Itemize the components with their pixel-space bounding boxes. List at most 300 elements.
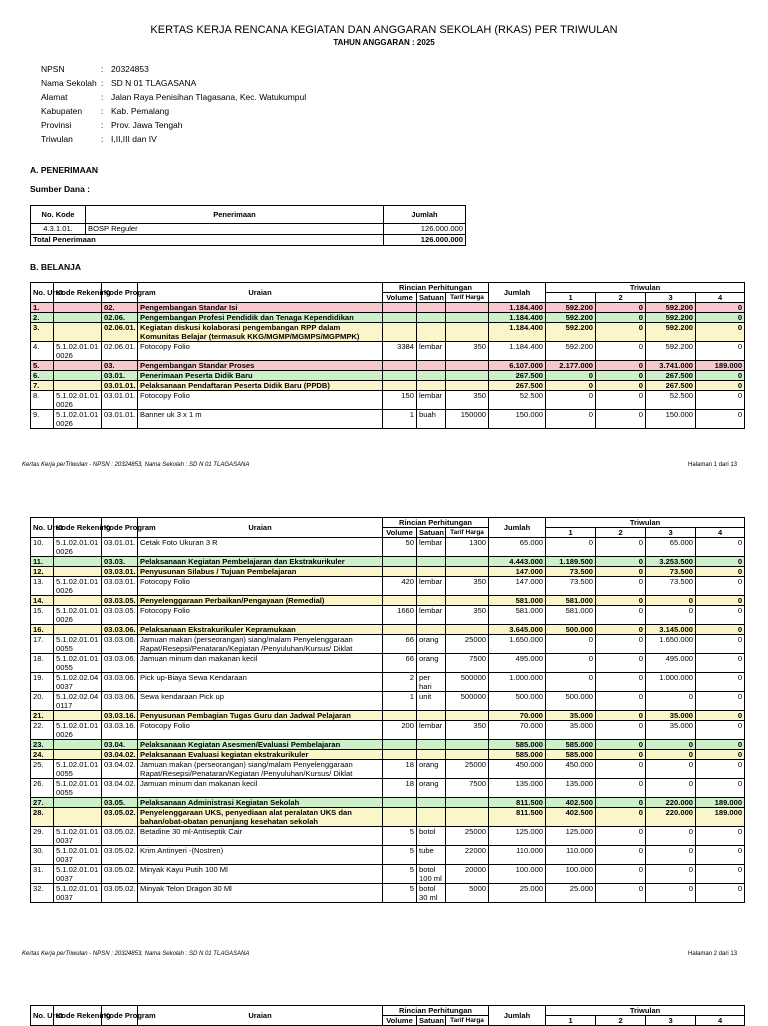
row-triwulan-3: 3.253.500 bbox=[646, 557, 696, 567]
row-jumlah: 125.000 bbox=[489, 827, 546, 846]
row-jumlah: 585.000 bbox=[489, 740, 546, 750]
row-kode-rekening: 5.1.02.01.01 0055 bbox=[54, 654, 102, 673]
row-triwulan-2: 0 bbox=[596, 538, 646, 557]
row-kode-rekening bbox=[54, 740, 102, 750]
row-triwulan-4: 0 bbox=[696, 827, 745, 846]
row-kode-program: 03.04.02. bbox=[102, 750, 138, 760]
row-kode-program: 02.06.01. bbox=[102, 323, 138, 342]
belanja-row bbox=[31, 635, 745, 654]
row-triwulan-3: 0 bbox=[646, 779, 696, 798]
row-no: 9. bbox=[31, 410, 54, 429]
row-satuan: orang bbox=[417, 654, 446, 673]
row-triwulan-2: 0 bbox=[596, 577, 646, 596]
row-triwulan-4: 0 bbox=[696, 654, 745, 673]
row-no: 11. bbox=[31, 557, 54, 567]
row-kode-program: 03.03. bbox=[102, 557, 138, 567]
row-triwulan-3: 0 bbox=[646, 760, 696, 779]
row-triwulan-3: 0 bbox=[646, 884, 696, 903]
row-triwulan-3: 35.000 bbox=[646, 711, 696, 721]
row-triwulan-4: 189.000 bbox=[696, 798, 745, 808]
row-triwulan-2: 0 bbox=[596, 410, 646, 429]
belanja-row bbox=[31, 567, 745, 577]
row-volume bbox=[383, 625, 417, 635]
row-triwulan-4: 0 bbox=[696, 371, 745, 381]
row-no: 2. bbox=[31, 313, 54, 323]
row-no: 28. bbox=[31, 808, 54, 827]
row-triwulan-4: 0 bbox=[696, 391, 745, 410]
row-no: 14. bbox=[31, 596, 54, 606]
row-jumlah: 150.000 bbox=[489, 410, 546, 429]
row-kode-rekening bbox=[54, 808, 102, 827]
row-triwulan-1: 110.000 bbox=[546, 846, 596, 865]
belanja-row bbox=[31, 410, 745, 429]
row-volume: 1660 bbox=[383, 606, 417, 625]
row-tarif: 25000 bbox=[446, 635, 489, 654]
penerimaan-total-row bbox=[31, 235, 466, 246]
row-no: 3. bbox=[31, 323, 54, 342]
row-triwulan-3: 1.000.000 bbox=[646, 673, 696, 692]
row-satuan bbox=[417, 798, 446, 808]
belanja-row bbox=[31, 673, 745, 692]
row-triwulan-4: 0 bbox=[696, 342, 745, 361]
row-kode-rekening: 5.1.02.01.01 0037 bbox=[54, 827, 102, 846]
penerimaan-row bbox=[31, 224, 466, 235]
col-tarif-harga: Tarif Harga bbox=[446, 1016, 489, 1026]
row-triwulan-2: 0 bbox=[596, 625, 646, 635]
row-jumlah: 52.500 bbox=[489, 391, 546, 410]
info-separator: : bbox=[101, 92, 104, 102]
row-triwulan-2: 0 bbox=[596, 673, 646, 692]
row-kode-program: 03.01.01. bbox=[102, 391, 138, 410]
row-kode-program: 03.05.02. bbox=[102, 865, 138, 884]
row-satuan: lembar bbox=[417, 391, 446, 410]
row-triwulan-1: 500.000 bbox=[546, 625, 596, 635]
belanja-row bbox=[31, 846, 745, 865]
row-no: 4. bbox=[31, 342, 54, 361]
row-triwulan-4: 0 bbox=[696, 692, 745, 711]
info-label: Provinsi bbox=[41, 120, 72, 130]
row-triwulan-3: 52.500 bbox=[646, 391, 696, 410]
row-triwulan-4: 0 bbox=[696, 779, 745, 798]
row-no: 31. bbox=[31, 865, 54, 884]
row-triwulan-4: 0 bbox=[696, 846, 745, 865]
row-volume bbox=[383, 371, 417, 381]
row-tarif: 150000 bbox=[446, 410, 489, 429]
row-triwulan-2: 0 bbox=[596, 596, 646, 606]
row-volume bbox=[383, 303, 417, 313]
row-triwulan-1: 73.500 bbox=[546, 577, 596, 596]
row-jumlah: 581.000 bbox=[489, 596, 546, 606]
row-tarif: 20000 bbox=[446, 865, 489, 884]
row-triwulan-2: 0 bbox=[596, 323, 646, 342]
row-kode-rekening bbox=[54, 567, 102, 577]
row-volume: 1 bbox=[383, 692, 417, 711]
col-uraian: Uraian bbox=[138, 1006, 383, 1026]
row-kode-rekening: 5.1.02.01.01 0055 bbox=[54, 779, 102, 798]
row-uraian: Pelaksanaan Administrasi Kegiatan Sekolah bbox=[138, 798, 383, 808]
row-satuan bbox=[417, 557, 446, 567]
row-no: 15. bbox=[31, 606, 54, 625]
col-triwulan-4: 4 bbox=[696, 1016, 745, 1026]
row-kode-rekening bbox=[54, 750, 102, 760]
row-uraian: Banner uk 3 x 1 m bbox=[138, 410, 383, 429]
row-triwulan-1: 1.189.500 bbox=[546, 557, 596, 567]
row-satuan bbox=[417, 371, 446, 381]
row-tarif: 350 bbox=[446, 391, 489, 410]
col-rincian-perhitungan: Rincian Perhitungan bbox=[383, 283, 489, 293]
row-jumlah: 110.000 bbox=[489, 846, 546, 865]
info-value: Kab. Pemalang bbox=[111, 106, 170, 116]
col-kode-program: Kode Program bbox=[102, 283, 138, 303]
row-kode-program: 03.03.05. bbox=[102, 606, 138, 625]
row-no: 32. bbox=[31, 884, 54, 903]
row-volume: 66 bbox=[383, 654, 417, 673]
row-triwulan-2: 0 bbox=[596, 750, 646, 760]
col-triwulan: Triwulan bbox=[546, 283, 745, 293]
row-volume: 18 bbox=[383, 760, 417, 779]
row-triwulan-1: 0 bbox=[546, 673, 596, 692]
info-row bbox=[41, 120, 461, 134]
row-triwulan-3: 267.500 bbox=[646, 381, 696, 391]
belanja-row bbox=[31, 884, 745, 903]
col-no-urut: No. Urut bbox=[31, 518, 54, 538]
col-kode-program: Kode Program bbox=[102, 518, 138, 538]
info-label: Alamat bbox=[41, 92, 68, 102]
row-satuan: botol 100 ml bbox=[417, 865, 446, 884]
row-uraian: Penyusunan Pembagian Tugas Guru dan Jadwal Pelajaran bbox=[138, 711, 383, 721]
row-triwulan-2: 0 bbox=[596, 827, 646, 846]
row-triwulan-4: 0 bbox=[696, 577, 745, 596]
school-info bbox=[41, 64, 461, 148]
row-tarif bbox=[446, 361, 489, 371]
col-triwulan-3: 3 bbox=[646, 293, 696, 303]
col-no-urut: No. Urut bbox=[31, 1006, 54, 1026]
row-uraian: Pelaksanaan Kegiatan Asesmen/Evaluasi Pembelajaran bbox=[138, 740, 383, 750]
row-triwulan-3: 0 bbox=[646, 596, 696, 606]
col-triwulan-3: 3 bbox=[646, 528, 696, 538]
row-kode-program: 03.04.02. bbox=[102, 779, 138, 798]
penerimaan-kode: 4.3.1.01. bbox=[31, 224, 86, 235]
row-triwulan-1: 0 bbox=[546, 371, 596, 381]
row-satuan bbox=[417, 711, 446, 721]
row-satuan bbox=[417, 361, 446, 371]
row-no: 20. bbox=[31, 692, 54, 711]
row-no: 21. bbox=[31, 711, 54, 721]
row-triwulan-1: 402.500 bbox=[546, 798, 596, 808]
row-kode-program: 03.05. bbox=[102, 798, 138, 808]
row-tarif bbox=[446, 371, 489, 381]
row-triwulan-4: 0 bbox=[696, 410, 745, 429]
row-triwulan-2: 0 bbox=[596, 391, 646, 410]
row-triwulan-3: 0 bbox=[646, 846, 696, 865]
penerimaan-total-label: Total Penerimaan bbox=[31, 235, 384, 246]
row-triwulan-4: 0 bbox=[696, 538, 745, 557]
row-triwulan-3: 220.000 bbox=[646, 798, 696, 808]
row-triwulan-3: 0 bbox=[646, 692, 696, 711]
row-triwulan-4: 0 bbox=[696, 596, 745, 606]
penerimaan-name: BOSP Reguler bbox=[86, 224, 384, 235]
belanja-row bbox=[31, 391, 745, 410]
row-uraian: Jamuan minum dan makanan kecil bbox=[138, 654, 383, 673]
info-separator: : bbox=[101, 134, 104, 144]
row-volume bbox=[383, 361, 417, 371]
row-uraian: Penyelenggaraan Perbaikan/Pengayaan (Remedial) bbox=[138, 596, 383, 606]
row-kode-program: 03.05.02. bbox=[102, 846, 138, 865]
row-kode-rekening: 5.1.02.01.01 0026 bbox=[54, 721, 102, 740]
row-jumlah: 6.107.000 bbox=[489, 361, 546, 371]
row-triwulan-4: 0 bbox=[696, 673, 745, 692]
row-triwulan-1: 585.000 bbox=[546, 740, 596, 750]
row-satuan: lembar bbox=[417, 538, 446, 557]
row-volume bbox=[383, 596, 417, 606]
row-tarif bbox=[446, 557, 489, 567]
row-jumlah: 135.000 bbox=[489, 779, 546, 798]
row-no: 22. bbox=[31, 721, 54, 740]
info-row bbox=[41, 106, 461, 120]
row-tarif: 350 bbox=[446, 721, 489, 740]
info-label: Nama Sekolah bbox=[41, 78, 97, 88]
row-satuan: lembar bbox=[417, 606, 446, 625]
row-jumlah: 450.000 bbox=[489, 760, 546, 779]
row-kode-program: 03.03.06. bbox=[102, 635, 138, 654]
row-tarif: 1300 bbox=[446, 538, 489, 557]
row-triwulan-4: 0 bbox=[696, 323, 745, 342]
row-triwulan-2: 0 bbox=[596, 711, 646, 721]
info-value: Jalan Raya Penisihan Tlagasana, Kec. Watukumpul bbox=[111, 92, 307, 102]
belanja-row bbox=[31, 538, 745, 557]
col-triwulan-3: 3 bbox=[646, 1016, 696, 1026]
row-volume bbox=[383, 381, 417, 391]
belanja-header-row-1 bbox=[31, 1006, 745, 1016]
col-kode-rekening: Kode Rekening bbox=[54, 518, 102, 538]
row-jumlah: 811.500 bbox=[489, 798, 546, 808]
row-triwulan-1: 592.200 bbox=[546, 303, 596, 313]
row-triwulan-2: 0 bbox=[596, 606, 646, 625]
row-triwulan-3: 65.000 bbox=[646, 538, 696, 557]
row-kode-program: 03.05.02. bbox=[102, 808, 138, 827]
row-uraian: Sewa kendaraan Pick up bbox=[138, 692, 383, 711]
row-no: 26. bbox=[31, 779, 54, 798]
col-tarif-harga: Tarif Harga bbox=[446, 293, 489, 303]
info-separator: : bbox=[101, 106, 104, 116]
col-kode-program: Kode Program bbox=[102, 1006, 138, 1026]
row-satuan: botol bbox=[417, 827, 446, 846]
row-jumlah: 1.184.400 bbox=[489, 342, 546, 361]
row-triwulan-1: 450.000 bbox=[546, 760, 596, 779]
row-kode-rekening bbox=[54, 303, 102, 313]
belanja-row bbox=[31, 711, 745, 721]
row-tarif bbox=[446, 750, 489, 760]
row-triwulan-2: 0 bbox=[596, 342, 646, 361]
col-uraian: Uraian bbox=[138, 518, 383, 538]
info-value: Prov. Jawa Tengah bbox=[111, 120, 183, 130]
row-volume: 1 bbox=[383, 410, 417, 429]
row-jumlah: 585.000 bbox=[489, 750, 546, 760]
belanja-row bbox=[31, 779, 745, 798]
row-triwulan-3: 0 bbox=[646, 740, 696, 750]
info-separator: : bbox=[101, 120, 104, 130]
info-row bbox=[41, 64, 461, 78]
row-volume bbox=[383, 557, 417, 567]
row-triwulan-1: 581.000 bbox=[546, 596, 596, 606]
row-jumlah: 25.000 bbox=[489, 884, 546, 903]
row-satuan: orang bbox=[417, 760, 446, 779]
row-no: 12. bbox=[31, 567, 54, 577]
row-satuan bbox=[417, 740, 446, 750]
row-triwulan-4: 0 bbox=[696, 625, 745, 635]
row-no: 16. bbox=[31, 625, 54, 635]
row-uraian: Fotocopy Folio bbox=[138, 342, 383, 361]
row-tarif bbox=[446, 381, 489, 391]
section-belanja-title: B. BELANJA bbox=[30, 262, 82, 272]
row-volume: 5 bbox=[383, 865, 417, 884]
row-tarif bbox=[446, 740, 489, 750]
row-tarif bbox=[446, 303, 489, 313]
row-uraian: Jamuan makan (perseorangan) siang/malam Penyelenggaraan Rapat/Resepsi/Penataran/Kegiatan /Penyuluhan/Kursus/ Diklat bbox=[138, 760, 383, 779]
row-uraian: Fotocopy Folio bbox=[138, 577, 383, 596]
row-triwulan-3: 73.500 bbox=[646, 577, 696, 596]
row-uraian: Betadine 30 ml-Antiseptik Cair bbox=[138, 827, 383, 846]
col-triwulan-2: 2 bbox=[596, 293, 646, 303]
col-triwulan-4: 4 bbox=[696, 293, 745, 303]
row-triwulan-1: 2.177.000 bbox=[546, 361, 596, 371]
row-uraian: Fotocopy Folio bbox=[138, 606, 383, 625]
row-jumlah: 267.500 bbox=[489, 371, 546, 381]
row-jumlah: 147.000 bbox=[489, 567, 546, 577]
row-kode-rekening: 5.1.02.01.01 0026 bbox=[54, 410, 102, 429]
row-triwulan-2: 0 bbox=[596, 884, 646, 903]
row-volume: 66 bbox=[383, 635, 417, 654]
info-separator: : bbox=[101, 78, 104, 88]
section-penerimaan-title: A. PENERIMAAN bbox=[30, 165, 99, 175]
belanja-row bbox=[31, 760, 745, 779]
row-triwulan-1: 402.500 bbox=[546, 808, 596, 827]
col-volume: Volume bbox=[383, 528, 417, 538]
row-kode-program: 03.03.16. bbox=[102, 711, 138, 721]
row-kode-rekening: 5.1.02.01.01 0037 bbox=[54, 846, 102, 865]
info-row bbox=[41, 134, 461, 148]
info-row bbox=[41, 92, 461, 106]
row-tarif bbox=[446, 808, 489, 827]
belanja-row bbox=[31, 371, 745, 381]
col-satuan: Satuan bbox=[417, 528, 446, 538]
row-triwulan-1: 0 bbox=[546, 654, 596, 673]
info-label: Kabupaten bbox=[41, 106, 83, 116]
row-triwulan-3: 495.000 bbox=[646, 654, 696, 673]
row-kode-rekening bbox=[54, 557, 102, 567]
row-satuan: buah bbox=[417, 410, 446, 429]
row-triwulan-4: 0 bbox=[696, 760, 745, 779]
row-satuan: per hari bbox=[417, 673, 446, 692]
row-kode-program: 03.01.01. bbox=[102, 381, 138, 391]
row-tarif: 350 bbox=[446, 606, 489, 625]
belanja-row bbox=[31, 865, 745, 884]
row-triwulan-2: 0 bbox=[596, 567, 646, 577]
row-volume: 2 bbox=[383, 673, 417, 692]
row-kode-program: 03.03.05. bbox=[102, 596, 138, 606]
row-volume bbox=[383, 750, 417, 760]
row-uraian: Kegiatan diskusi kolaborasi pengembangan RPP dalam Komunitas Belajar (termasuk KKG/MGMP/MGMPS/MGPMPK) bbox=[138, 323, 383, 342]
row-triwulan-1: 125.000 bbox=[546, 827, 596, 846]
row-triwulan-3: 0 bbox=[646, 865, 696, 884]
row-triwulan-2: 0 bbox=[596, 381, 646, 391]
col-no-kode: No. Kode bbox=[31, 206, 86, 224]
belanja-row bbox=[31, 342, 745, 361]
row-satuan: tube bbox=[417, 846, 446, 865]
belanja-row bbox=[31, 323, 745, 342]
row-tarif: 25000 bbox=[446, 827, 489, 846]
row-triwulan-1: 592.200 bbox=[546, 313, 596, 323]
info-value: I,II,III dan IV bbox=[111, 134, 157, 144]
row-triwulan-2: 0 bbox=[596, 721, 646, 740]
row-satuan bbox=[417, 303, 446, 313]
row-triwulan-4: 189.000 bbox=[696, 361, 745, 371]
row-kode-rekening bbox=[54, 381, 102, 391]
row-kode-rekening bbox=[54, 798, 102, 808]
row-kode-program: 02.06.01. bbox=[102, 342, 138, 361]
row-volume bbox=[383, 313, 417, 323]
row-satuan: unit bbox=[417, 692, 446, 711]
row-jumlah: 3.645.000 bbox=[489, 625, 546, 635]
row-satuan: lembar bbox=[417, 577, 446, 596]
row-triwulan-3: 592.200 bbox=[646, 313, 696, 323]
row-volume bbox=[383, 798, 417, 808]
row-triwulan-2: 0 bbox=[596, 808, 646, 827]
row-triwulan-4: 0 bbox=[696, 884, 745, 903]
belanja-row bbox=[31, 557, 745, 567]
row-kode-program: 03.03.01. bbox=[102, 567, 138, 577]
row-no: 23. bbox=[31, 740, 54, 750]
row-uraian: Pick up-Biaya Sewa Kendaraan bbox=[138, 673, 383, 692]
row-triwulan-2: 0 bbox=[596, 865, 646, 884]
footer-text-page-1: Kertas Kerja perTriwulan - NPSN : 20324853, Nama Sekolah : SD N 01 TLAGASANA bbox=[22, 462, 250, 468]
row-tarif bbox=[446, 711, 489, 721]
penerimaan-total-value: 126.000.000 bbox=[384, 235, 466, 246]
penerimaan-table bbox=[30, 205, 466, 246]
row-triwulan-2: 0 bbox=[596, 654, 646, 673]
row-no: 1. bbox=[31, 303, 54, 313]
penerimaan-jumlah: 126.000.000 bbox=[384, 224, 466, 235]
row-triwulan-4: 0 bbox=[696, 635, 745, 654]
belanja-row bbox=[31, 577, 745, 596]
row-triwulan-3: 220.000 bbox=[646, 808, 696, 827]
row-kode-rekening: 5.1.02.01.01 0026 bbox=[54, 342, 102, 361]
row-jumlah: 147.000 bbox=[489, 577, 546, 596]
row-no: 18. bbox=[31, 654, 54, 673]
row-uraian: Jamuan minum dan makanan kecil bbox=[138, 779, 383, 798]
row-no: 29. bbox=[31, 827, 54, 846]
row-satuan bbox=[417, 625, 446, 635]
row-tarif bbox=[446, 313, 489, 323]
row-volume bbox=[383, 740, 417, 750]
row-kode-program: 03. bbox=[102, 361, 138, 371]
row-triwulan-1: 581.000 bbox=[546, 606, 596, 625]
row-no: 7. bbox=[31, 381, 54, 391]
row-satuan bbox=[417, 381, 446, 391]
row-uraian: Krim Antinyeri -(Nostren) bbox=[138, 846, 383, 865]
row-volume: 3384 bbox=[383, 342, 417, 361]
row-triwulan-4: 0 bbox=[696, 865, 745, 884]
row-kode-rekening: 5.1.02.01.01 0026 bbox=[54, 391, 102, 410]
col-rincian-perhitungan: Rincian Perhitungan bbox=[383, 518, 489, 528]
row-kode-program: 03.05.02. bbox=[102, 827, 138, 846]
row-kode-rekening: 5.1.02.01.01 0026 bbox=[54, 538, 102, 557]
row-triwulan-3: 592.200 bbox=[646, 303, 696, 313]
row-jumlah: 267.500 bbox=[489, 381, 546, 391]
row-volume bbox=[383, 711, 417, 721]
row-uraian: Penyusunan Silabus / Tujuan Pembelajaran bbox=[138, 567, 383, 577]
belanja-header-row-1 bbox=[31, 518, 745, 528]
